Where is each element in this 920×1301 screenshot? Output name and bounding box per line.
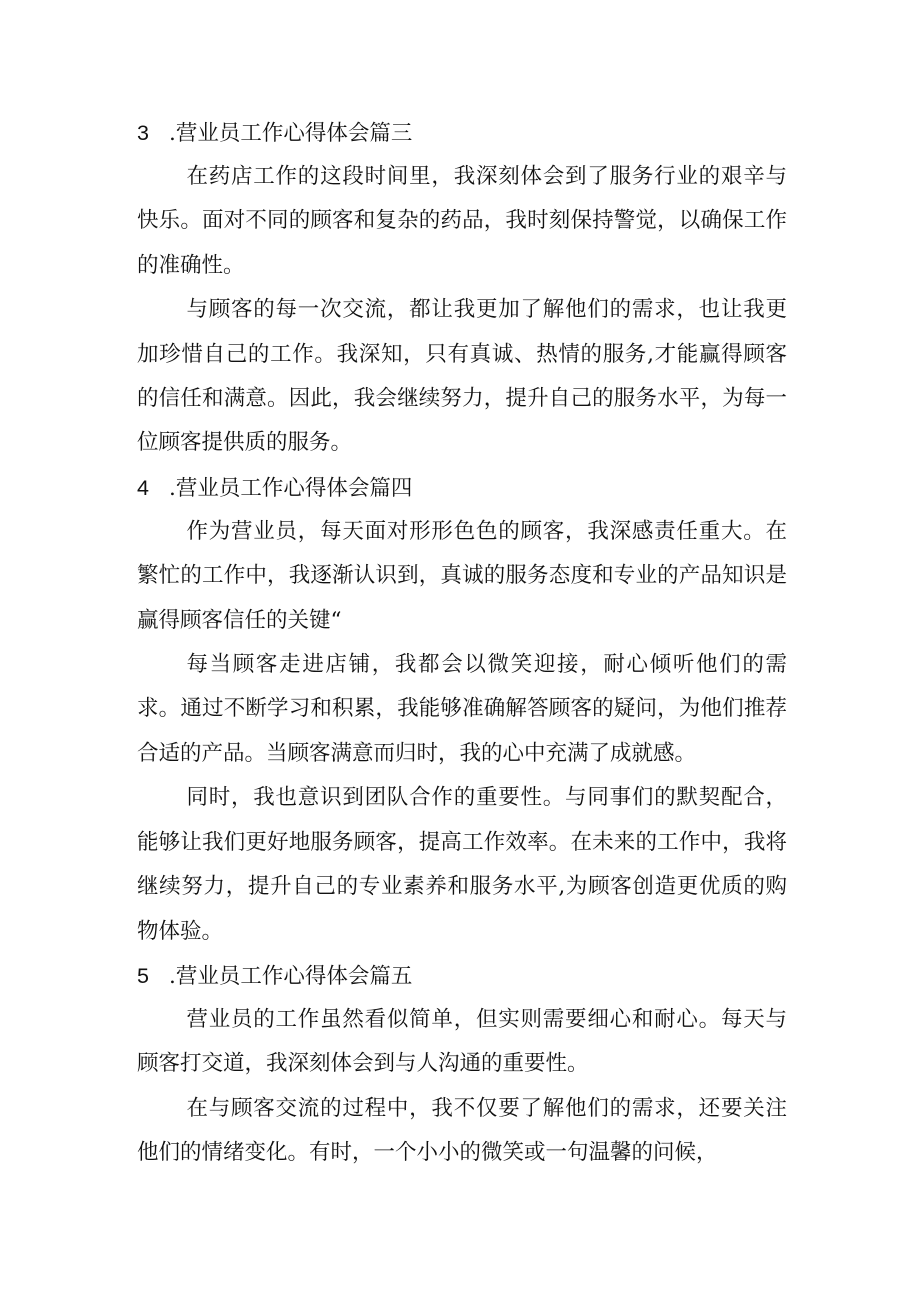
section-heading-4 bbox=[137, 466, 787, 510]
section-number: 3 bbox=[137, 121, 149, 145]
section-title: .营业员工作心得体会篇三 bbox=[169, 121, 413, 146]
section-heading-3 bbox=[137, 111, 787, 155]
section-title: .营业员工作心得体会篇四 bbox=[169, 475, 413, 501]
paragraph: 与顾客的每一次交流，都让我更加了解他们的需求，也让我更加珍惜自己的工作。我深知，只有真诚、热情的服务,才能赢得顾客的信任和满意。因此，我会继续努力，提升自己的服务水平，为每一位顾客提供质的服务。 bbox=[137, 297, 787, 456]
section-number: 4 bbox=[137, 475, 149, 500]
paragraph: 在药店工作的这段时间里，我深刻体会到了服务行业的艰辛与快乐。面对不同的顾客和复杂的药品，我时刻保持警觉，以确保工作的准确性。 bbox=[137, 164, 787, 278]
paragraph: 营业员的工作虽然看似简单，但实则需要细心和耐心。每天与顾客打交道，我深刻体会到与人沟通的重要性。 bbox=[137, 1006, 787, 1077]
paragraph: 同时，我也意识到团队合作的重要性。与同事们的默契配合，能够让我们更好地服务顾客，提高工作效率。在未来的工作中，我将继续努力，提升自己的专业素养和服务水平,为顾客创造更优质的购物体验。 bbox=[137, 785, 787, 944]
paragraph: 作为营业员，每天面对形形色色的顾客，我深感责任重大。在繁忙的工作中，我逐渐认识到，真诚的服务态度和专业的产品知识是赢得顾客信任的关键“ bbox=[137, 518, 787, 633]
paragraph: 在与顾客交流的过程中，我不仅要了解他们的需求，还要关注他们的情绪变化。有时，一个小小的微笑或一句温馨的问候， bbox=[137, 1095, 787, 1166]
section-title: .营业员工作心得体会篇五 bbox=[169, 963, 413, 989]
section-number: 5 bbox=[137, 963, 149, 988]
section-heading-5 bbox=[137, 954, 787, 998]
document-body bbox=[137, 111, 787, 1176]
paragraph: 每当顾客走进店铺，我都会以微笑迎接，耐心倾听他们的需求。通过不断学习和积累，我能够准确解答顾客的疑问，为他们推荐合适的产品。当顾客满意而归时，我的心中充满了成就感。 bbox=[137, 652, 787, 766]
